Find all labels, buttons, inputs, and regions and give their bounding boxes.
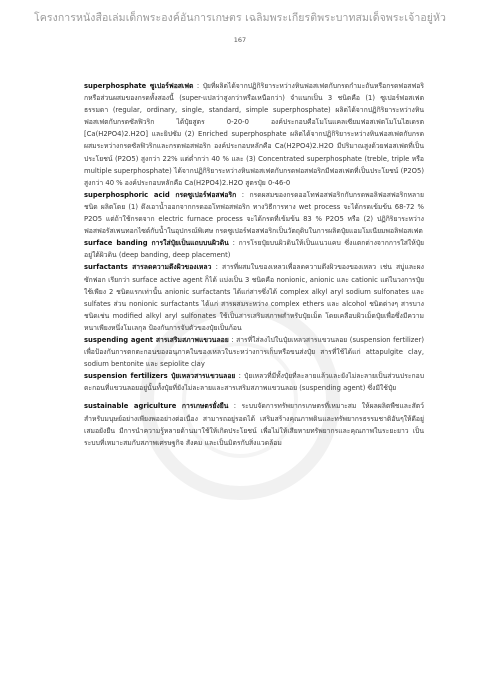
glossary-body — [84, 80, 424, 449]
page-number: 167 — [233, 36, 247, 44]
entry-term: suspension fertilizers ปุ๋ยเหลวสารแขวนลอย — [84, 372, 236, 381]
glossary-entry-superphosphoric-acid — [84, 189, 424, 237]
glossary-entry-suspending-agent — [84, 334, 424, 370]
entry-term: superphosphate ซูเปอร์ฟอสเฟต — [84, 82, 194, 90]
entry-definition: : ระบบจัดการทรัพยากรเกษตรที่เหมาะสม ให้ผลผลิตพืชและสัตว์สำหรับมนุษย์อย่างเพียงพออย่างต่อเนื่อง สามารถอยู่รอดได้ เสริมสร้างคุณภาพดินและทรัพยากรธรรมชาติอันๆให้ดีอยู่เสมอยังยืน มีการนำความรู้หลายด้านมาใช้ให้เกิดประโยชน์ เพื่อไม่ให้เสียหายทรัพยากรและคุณภาพในระยะยาว เป็นระบบที่เหมาะสมกับสภาพเศรษฐกิจ สังคม และเป็นมิตรกับสิ่งแวดล้อม — [84, 402, 424, 447]
entry-definition: : สารที่ผสมในของเหลวเพื่อลดความตึงผิวของของเหลว เช่น สบู่และผงซักฟอก เรียกว่า surface active agent ก็ได้ แบ่งเป็น 3 ชนิดคือ nonionic, anionic และ cationic แต่ในวงการปุ๋ยใช้เพียง 2 ชนิดแรกเท่านั้น anionic surfactants ได้แก่สารซึ่งได้ complex alkyl aryl sodium sulfonates และ sulfates ส่วน nonionic surfactants ได้แก่ สารผสมระหว่าง complex ethers และ alcohol ชนิดต่างๆ สารบางชนิดเช่น modified alkyl aryl sulfonates ใช้เป็นสารเสริมสภาพสำหรับปุ๋ยเม็ด โดยเคลือบผิวเม็ดปุ๋ยเพื่อซึ่งมีความหนาเพียงหนึ่งโมเลกุล ป้องกันการจับตัวของปุ๋ยเป็นก้อน — [84, 263, 424, 332]
glossary-entry-surfactants — [84, 261, 424, 334]
glossary-entry-superphosphate — [84, 80, 424, 189]
glossary-entry-surface-banding — [84, 237, 424, 261]
page-header: โครงการหนังสือเล่มเด็กพระองค์อันการเกษตร เฉลิมพระเกียรติพระบาทสมเด็จพระเจ้าอยู่หัว — [33, 12, 446, 24]
glossary-entry-suspension-fertilizers — [84, 370, 424, 394]
entry-definition: : การโรยปุ๋ยบนผิวดินให้เป็นแนวแคบ ซึ่งแตกต่างจากการใส่ให้ปุ๋ยอยู่ใต้ผิวดิน (deep banding, deep placement) — [84, 239, 424, 260]
entry-definition: : ปุ๋ยที่ผลิตได้จากปฏิกิริยาระหว่างหินฟอสเฟตกับกรดกำมะถันหรือกรดฟอสฟอริกหรือส่วนผสมของกรดทั้งสองนี้ (super-แปลว่าสูงกว่าหรือเหนือกว่า) จำแนกเป็น 3 ชนิดคือ (1) ซูเปอร์ฟอสเฟตธรรมดา (regular, ordinary, single, standard, simple superphosphate) ผลิตได้จากปฏิกิริยาระหว่างหินฟอสเฟตกับกรดซัลฟิวริก ได้ปุ๋ยสูตร 0-20-0 องค์ประกอบคือโมโนแคลเซียมฟอสเฟตโมโนไฮเดรต [Ca(H2PO4)2.H2O] และยิปซัม (2) Enriched superphosphate ผลิตได้จากปฏิกิริยาระหว่างหินฟอสเฟตกับกรดผสมระหว่างกรดซัลฟิวริกและกรดฟอสฟอริก องค์ประกอบหลักคือ Ca(H2PO4)2.H2O มีปริมาณสูงด้วยฟอสเฟตที่เป็นประโยชน์ (P2O5) สูงกว่า 22% แต่ต่ำกว่า 40 % และ (3) Concentrated superphosphate (treble, triple หรือ multiple superphosphate) ได้จากปฏิกิริยาระหว่างหินฟอสเฟตกับกรดฟอสฟอริกมีฟอสเฟตที่เป็นประโยชน์ (P2O5) สูงกว่า 40 % องค์ประกอบหลักคือ Ca(H2PO4)2.H2O สูตรปุ๋ย 0-46-0 — [84, 82, 424, 187]
entry-term: surface banding การใส่ปุ๋ยเป็นแถบบนผิวดิน — [84, 239, 229, 248]
entry-definition: : ปุ๋ยเหลวที่มีทั้งปุ๋ยที่ละลายแล้วและยังไม่ละลายเป็นส่วนประกอบ ตะกอนที่แขวนลอยอยู่นั้นทั้งปุ๋ยที่ยังไม่ละลายและสารเสริมสภาพแขวนลอย (suspending agent) ซึ่งมีใช้ปุ๋ย — [84, 372, 425, 393]
entry-term: superphosphoric acid กรดซูเปอร์ฟอสฟอริก — [84, 190, 237, 199]
entry-term: surfactants สารลดความตึงผิวของเหลว — [84, 263, 212, 272]
entry-definition: : สารที่ใส่ลงไปในปุ๋ยเหลวสารแขวนลอย (suspension fertilizer) เพื่อป้องกันการตกตะกอนของอนุภาคในของเหลวในระหว่างการเก็บหรือขนส่งปุ๋ย สารที่ใช้ได้แก่ attapulgite clay, sodium bentonite และ sepiolite clay — [84, 335, 425, 369]
entry-term: suspending agent สารเสริมสภาพแขวนลอย — [84, 335, 229, 344]
glossary-entry-sustainable-agriculture — [84, 400, 424, 448]
entry-definition: : กรดผสมของกรดออโทฟอสฟอริกกับกรดพอลิฟอสฟอริกหลายชนิด ผลิตโดย (1) ดึงเอาน้ำออกจากกรดออโทฟอสฟอริก ทางวิธีการทาง wet process จะได้กรดเข้มข้น 68-72 % P2O5 แต่ถ้าใช้กรดจาก electric furnace process จะได้กรดที่เข้มข้น 83 % P2O5 หรือ (2) ปฏิกิริยาระหว่างฟอสฟอรัสเพนทอกไซด์กับน้ำในอุปกรณ์พิเศษ กรดซูเปอร์ฟอสฟอริกเป็นวัตถุดิบในการผลิตปุ๋ยแอมโมเนียมพอลิฟอสเฟต — [84, 190, 424, 236]
entry-term: sustainable agriculture การเกษตรยั่งยืน — [84, 402, 229, 411]
